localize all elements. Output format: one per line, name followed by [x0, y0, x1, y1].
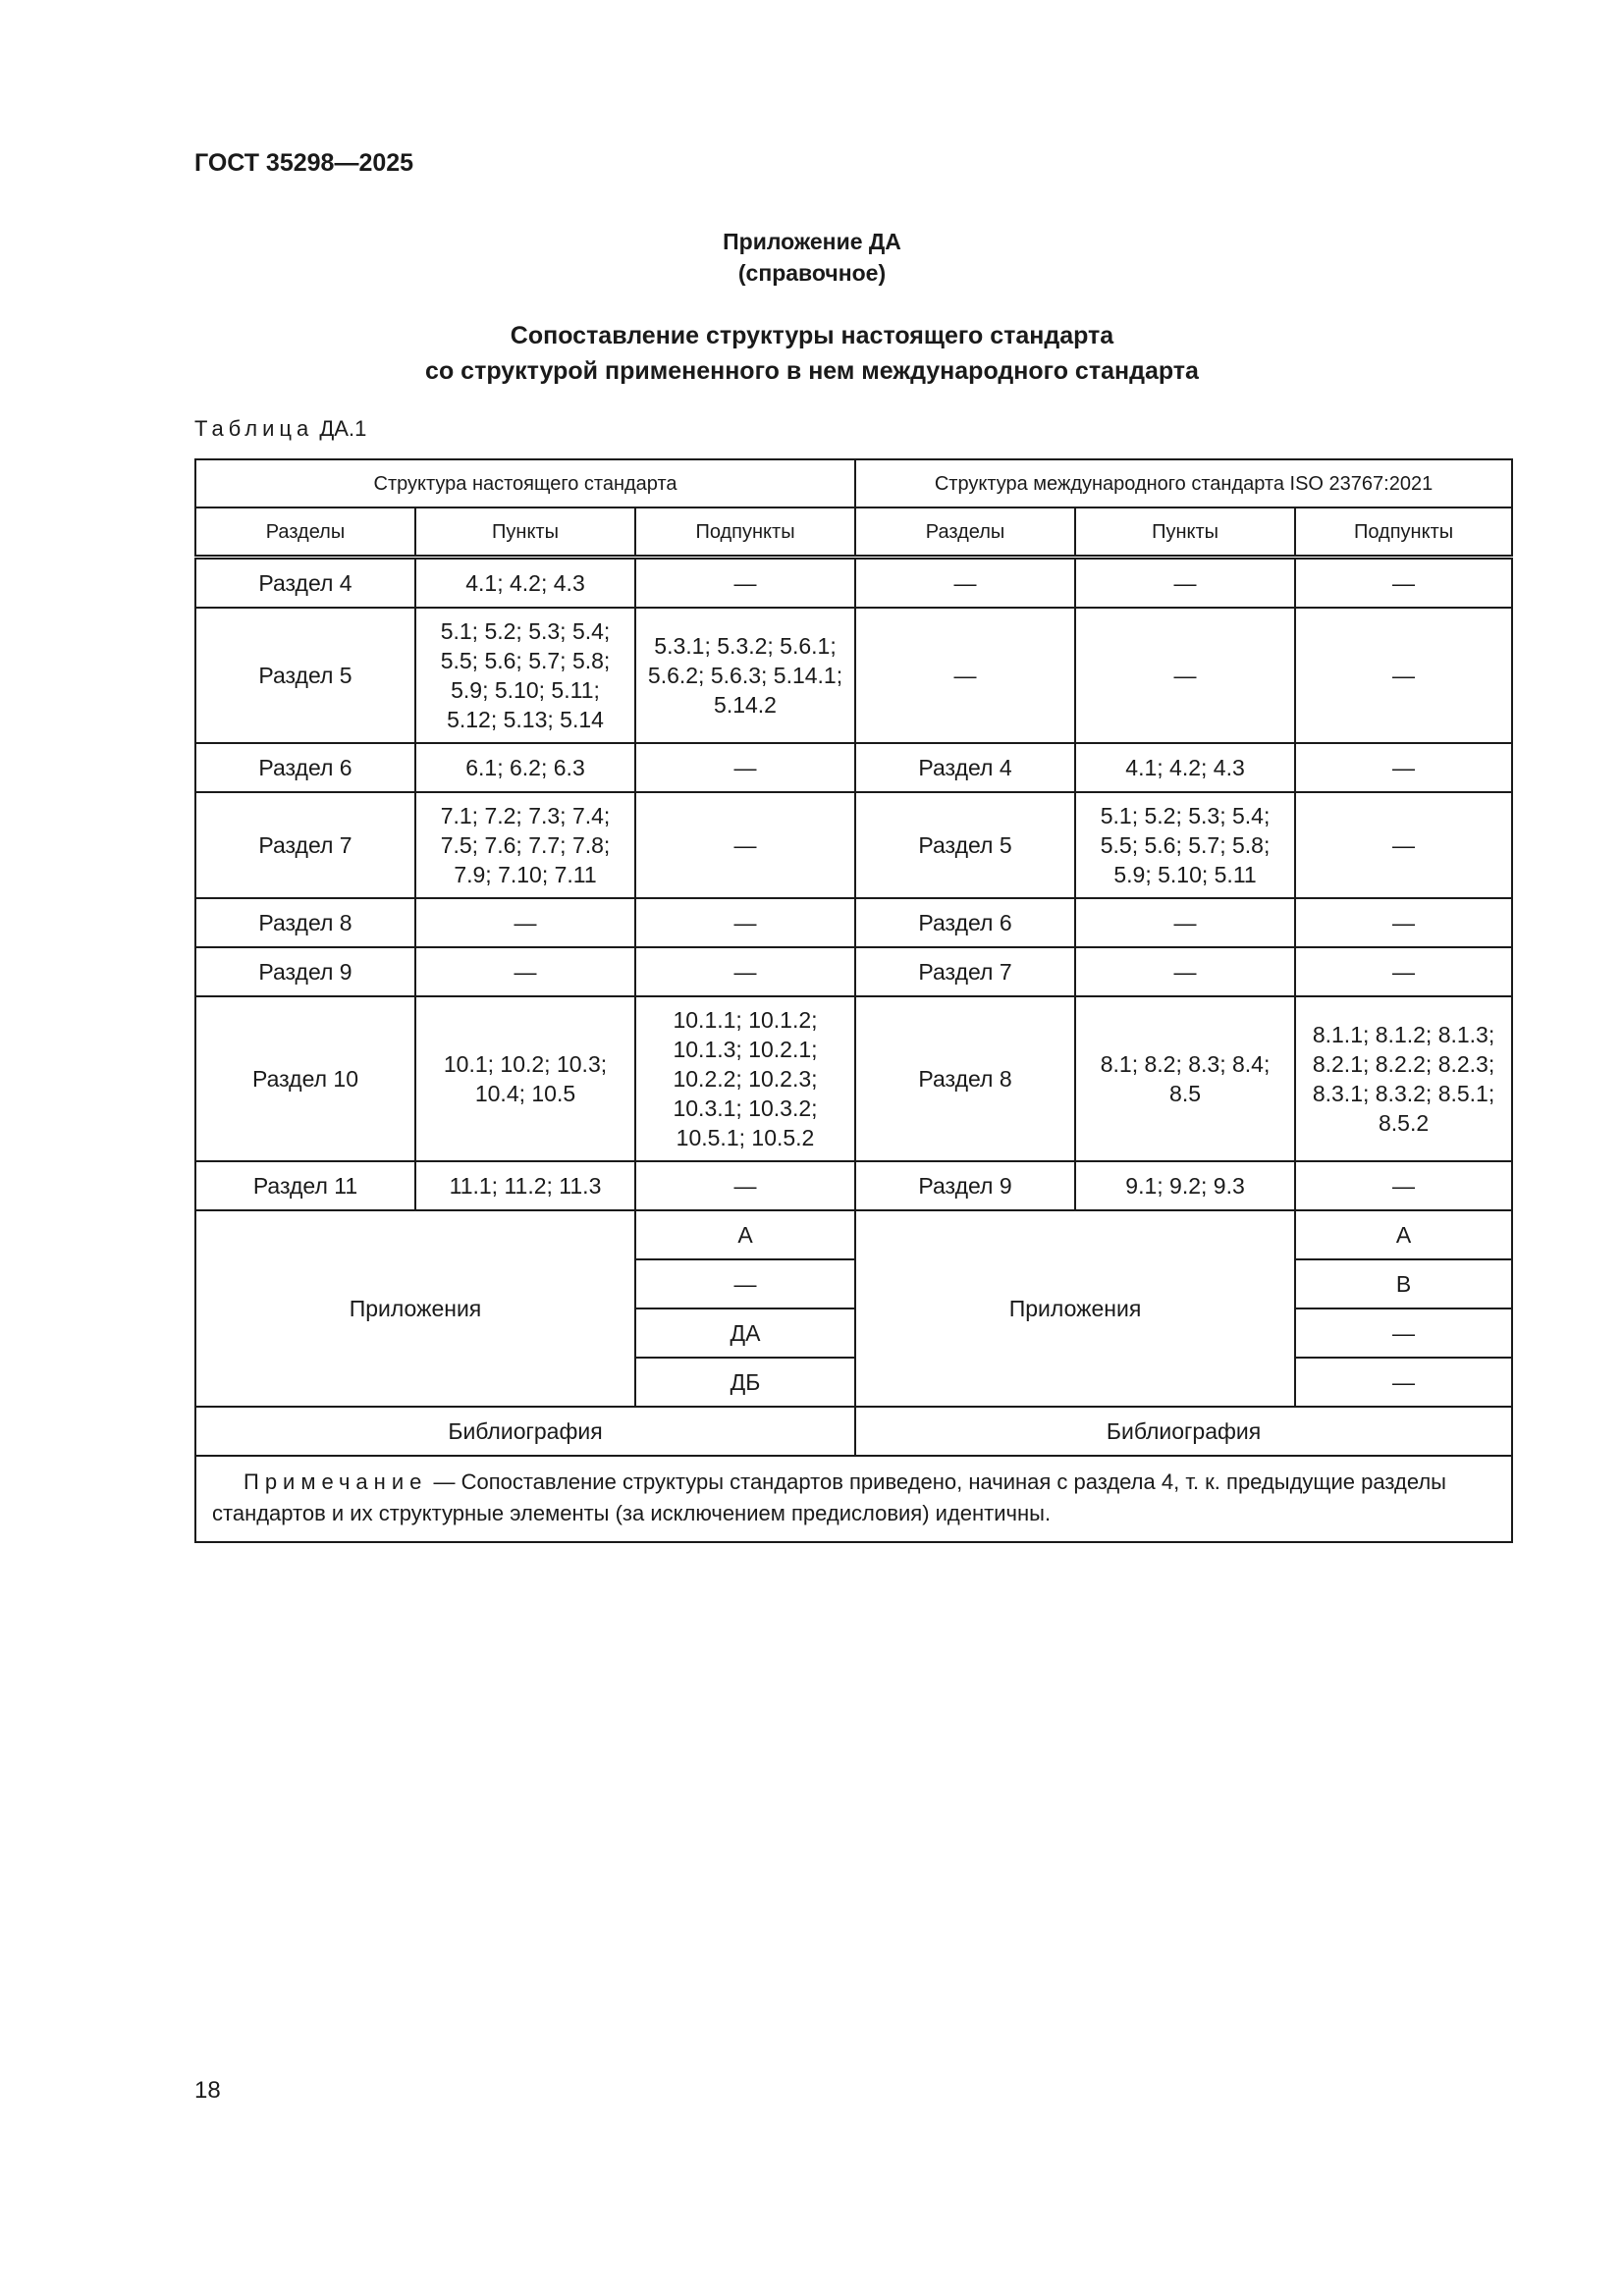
- table-cell: 5.3.1; 5.3.2; 5.6.1; 5.6.2; 5.6.3; 5.14.1; 5.14.2: [635, 608, 855, 743]
- bibliography-row: [195, 1407, 1512, 1456]
- table-cell: —: [415, 898, 635, 947]
- table-cell: Раздел 11: [195, 1161, 415, 1210]
- appendix-row: [195, 1210, 1512, 1259]
- table-row: [195, 996, 1512, 1161]
- appendices-label-current: Приложения: [195, 1210, 635, 1407]
- column-header: Подпункты: [635, 507, 855, 558]
- group-header-current: Структура настоящего стандарта: [195, 459, 855, 507]
- note-row: [195, 1456, 1512, 1542]
- table-cell: 11.1; 11.2; 11.3: [415, 1161, 635, 1210]
- table-cell: 6.1; 6.2; 6.3: [415, 743, 635, 792]
- table-cell: —: [855, 558, 1075, 609]
- table-cell: Раздел 9: [195, 947, 415, 996]
- appendix-cell: —: [1295, 1308, 1512, 1358]
- table-cell: —: [1295, 792, 1512, 898]
- table-cell: —: [635, 792, 855, 898]
- table-cell: 4.1; 4.2; 4.3: [415, 558, 635, 609]
- table-note: [195, 1456, 1512, 1542]
- table-row: [195, 608, 1512, 743]
- document-code: ГОСТ 35298—2025: [194, 149, 414, 177]
- table-cell: 5.1; 5.2; 5.3; 5.4; 5.5; 5.6; 5.7; 5.8; 5.9; 5.10; 5.11: [1075, 792, 1295, 898]
- table-cell: Раздел 4: [855, 743, 1075, 792]
- table-cell: —: [855, 608, 1075, 743]
- table-cell: —: [415, 947, 635, 996]
- table-cell: —: [1295, 743, 1512, 792]
- table-cell: 7.1; 7.2; 7.3; 7.4; 7.5; 7.6; 7.7; 7.8; 7.9; 7.10; 7.11: [415, 792, 635, 898]
- table-cell: —: [1295, 1161, 1512, 1210]
- table-cell: Раздел 7: [855, 947, 1075, 996]
- table-row: [195, 947, 1512, 996]
- column-header: Пункты: [1075, 507, 1295, 558]
- table-cell: —: [1295, 608, 1512, 743]
- table-row: [195, 1161, 1512, 1210]
- table-cell: 8.1; 8.2; 8.3; 8.4; 8.5: [1075, 996, 1295, 1161]
- appendix-cell: ДБ: [635, 1358, 855, 1407]
- table-cell: —: [635, 558, 855, 609]
- table-cell: 5.1; 5.2; 5.3; 5.4; 5.5; 5.6; 5.7; 5.8; 5.9; 5.10; 5.11; 5.12; 5.13; 5.14: [415, 608, 635, 743]
- table-cell: Раздел 5: [195, 608, 415, 743]
- appendix-cell: —: [635, 1259, 855, 1308]
- note-text: — Сопоставление структуры стандартов приведено, начиная с раздела 4, т. к. предыдущие разделы стандартов и их структурные элементы (за исключением предисловия) идентичны.: [212, 1469, 1446, 1525]
- note-label: Примечание: [244, 1469, 428, 1494]
- table-cell: Раздел 9: [855, 1161, 1075, 1210]
- table-cell: Раздел 8: [195, 898, 415, 947]
- column-header: Разделы: [195, 507, 415, 558]
- table-cell: —: [635, 1161, 855, 1210]
- group-header-international: Структура международного стандарта ISO 23767:2021: [855, 459, 1512, 507]
- appendix-cell: А: [635, 1210, 855, 1259]
- appendix-cell: —: [1295, 1358, 1512, 1407]
- table-caption-word: Таблица: [194, 416, 314, 441]
- table-cell: —: [1295, 898, 1512, 947]
- table-cell: —: [1295, 947, 1512, 996]
- table-cell: 9.1; 9.2; 9.3: [1075, 1161, 1295, 1210]
- appendix-title: Приложение ДА: [723, 229, 901, 254]
- table-cell: Раздел 6: [195, 743, 415, 792]
- table-cell: —: [1075, 558, 1295, 609]
- appendix-heading: [0, 226, 1624, 289]
- appendix-subtitle: (справочное): [737, 260, 887, 286]
- column-header: Разделы: [855, 507, 1075, 558]
- table-cell: —: [1295, 558, 1512, 609]
- table-cell: Раздел 6: [855, 898, 1075, 947]
- table-cell: Раздел 8: [855, 996, 1075, 1161]
- table-row: [195, 743, 1512, 792]
- appendix-cell: ДА: [635, 1308, 855, 1358]
- appendix-cell: А: [1295, 1210, 1512, 1259]
- table-cell: 8.1.1; 8.1.2; 8.1.3; 8.2.1; 8.2.2; 8.2.3; 8.3.1; 8.3.2; 8.5.1; 8.5.2: [1295, 996, 1512, 1161]
- table-row: [195, 898, 1512, 947]
- table-cell: Раздел 10: [195, 996, 415, 1161]
- title-line-2: со структурой примененного в нем международного стандарта: [425, 357, 1199, 385]
- table-cell: —: [1075, 947, 1295, 996]
- table-cell: —: [1075, 898, 1295, 947]
- table-cell: Раздел 7: [195, 792, 415, 898]
- bibliography-international: Библиография: [855, 1407, 1512, 1456]
- table-cell: 10.1.1; 10.1.2; 10.1.3; 10.2.1; 10.2.2; 10.2.3; 10.3.1; 10.3.2; 10.5.1; 10.5.2: [635, 996, 855, 1161]
- table-row: [195, 558, 1512, 609]
- column-header: Пункты: [415, 507, 635, 558]
- table-cell: Раздел 5: [855, 792, 1075, 898]
- page-title: [0, 318, 1624, 389]
- table-cell: —: [635, 898, 855, 947]
- table-caption: [194, 416, 366, 442]
- bibliography-current: Библиография: [195, 1407, 855, 1456]
- title-line-1: Сопоставление структуры настоящего стандарта: [510, 322, 1114, 349]
- table-cell: 10.1; 10.2; 10.3; 10.4; 10.5: [415, 996, 635, 1161]
- table-cell: Раздел 4: [195, 558, 415, 609]
- table-cell: —: [1075, 608, 1295, 743]
- column-header: Подпункты: [1295, 507, 1512, 558]
- table-cell: 4.1; 4.2; 4.3: [1075, 743, 1295, 792]
- appendices-label-international: Приложения: [855, 1210, 1295, 1407]
- appendix-cell: В: [1295, 1259, 1512, 1308]
- table-caption-id: ДА.1: [319, 416, 367, 441]
- comparison-table: [194, 458, 1513, 1543]
- page-number: 18: [194, 2077, 221, 2104]
- table-row: [195, 792, 1512, 898]
- table-cell: —: [635, 743, 855, 792]
- table-cell: —: [635, 947, 855, 996]
